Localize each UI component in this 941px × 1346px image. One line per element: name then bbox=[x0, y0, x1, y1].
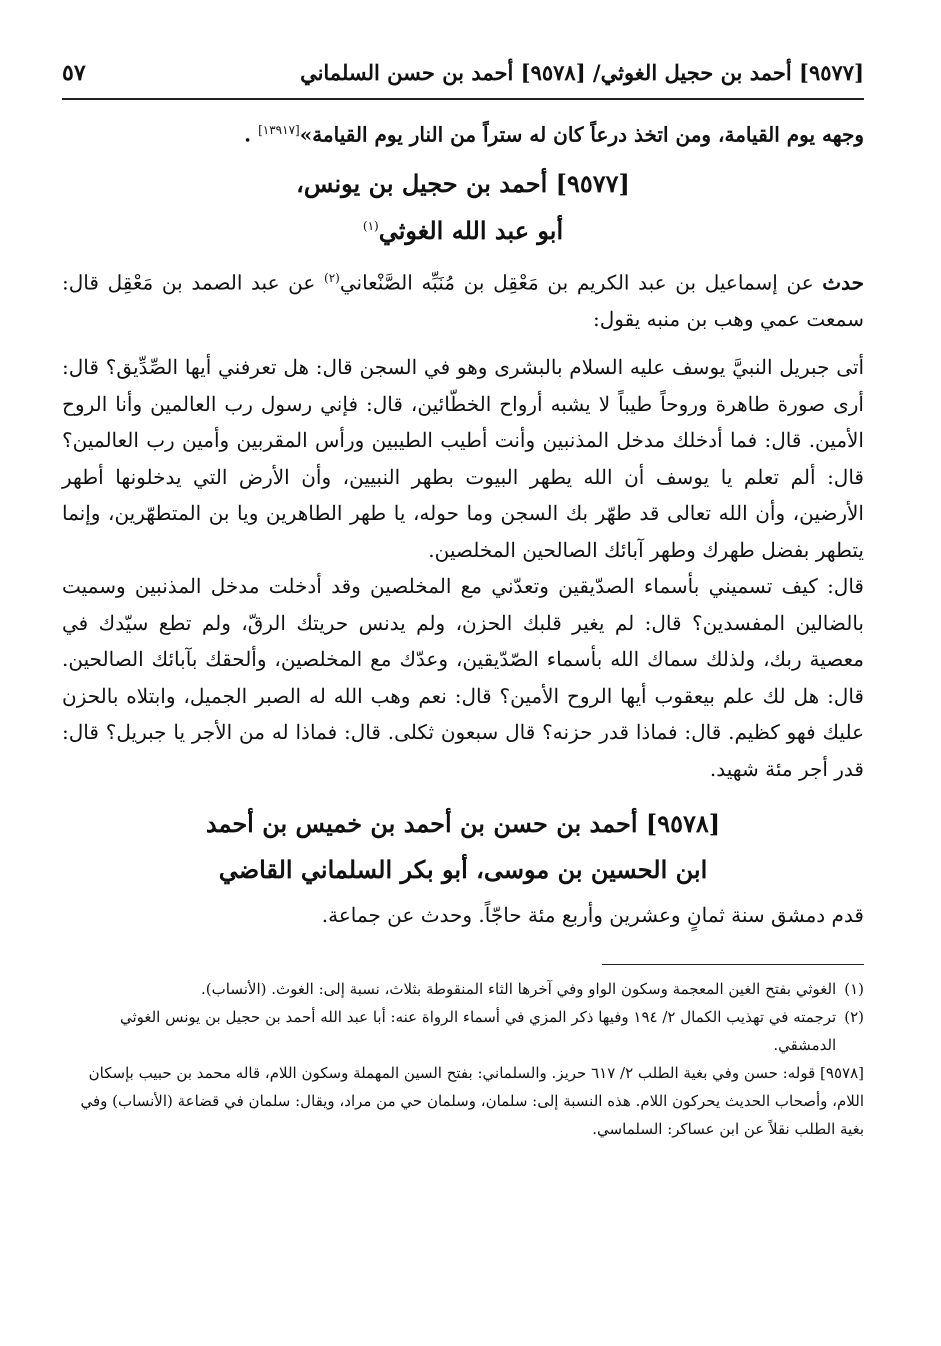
page-number: ٥٧ bbox=[62, 60, 86, 86]
entry-9577-heading bbox=[62, 163, 864, 252]
entry-9578-heading bbox=[62, 801, 864, 893]
isnad-part1: عن إسماعيل بن عبد الكريم بن مَعْقِل بن مُنَبِّه الصَّنْعاني bbox=[339, 270, 823, 295]
running-head bbox=[62, 60, 864, 96]
continuation-ref: [١٣٩١٧] bbox=[258, 123, 300, 137]
entry-9577-heading-name: أبو عبد الله الغوثي bbox=[378, 215, 564, 245]
entry-9577-heading-line1: [٩٥٧٧] أحمد بن حجيل بن يونس، bbox=[296, 168, 630, 198]
entry-9577-text-paragraph-2: قال: كيف تسميني بأسماء الصدّيقين وتعدّني مع المخلصين وقد أدخلت مدخل المذنبين وسميت بالضالين المفسدين؟ قال: لم يغير قلبك الحزن، ولم يدنس حريتك الرقّ، ولم تطع سيّدك في معصية ربك، ولذلك سماك الله بأسماء الصّدّيقين، وعدّك مع المخلصين، وألحقك بآبائك الصالحين. قال: هل لك علم بيعقوب أيها الروح الأمين؟ قال: نعم وهب الله له الصبر الجميل، وابتلاه بالحزن عليك فهو كظيم. قال: فماذا قدر حزنه؟ قال سبعون ثكلى. قال: فماذا له من الأجر يا جبريل؟ قال: قدر أجر مئة شهيد. bbox=[62, 574, 864, 781]
header-rule bbox=[62, 98, 864, 100]
footnote-ref-1: (١) bbox=[362, 218, 379, 233]
isnad-part2: عن عبد الصمد بن مَعْقِل قال: سمعت عمي وهب بن منبه يقول: bbox=[62, 270, 864, 331]
footnote-1-number: (١) bbox=[844, 979, 864, 998]
editor-note-9578: [٩٥٧٨] قوله: حسن وفي بغية الطلب ٢/ ٦١٧ حريز. والسلماني: بفتح السين المهملة وسكون اللام، قاله محمد بن حبيب بإسكان اللام، وأصحاب الحديث يحركون اللام. هذه النسبة إلى: سلمان، وسلمان حي من مراد، ويقال: سلمان في قضاعة (الأنساب) وفي بغية الطلب نقلاً عن ابن عساكر: السلماسي. bbox=[80, 1063, 864, 1138]
footnote-rule bbox=[602, 964, 864, 965]
hadath-word: حدث bbox=[822, 270, 864, 295]
page bbox=[62, 60, 864, 1143]
entry-9577-isnad bbox=[62, 260, 864, 338]
footnote-1-text: الغوثي بفتح الغين المعجمة وسكون الواو وفي آخرها الثاء المنقوطة بثلاث، نسبة إلى: الغوث. (الأنساب). bbox=[201, 979, 837, 998]
footnote-1 bbox=[62, 975, 864, 1003]
entry-9577-text-paragraph-1: أتى جبريل النبيَّ يوسف عليه السلام بالبشرى وهو في السجن قال: هل تعرفني أيها الصِّدِّيق؟ قال: أرى صورة طاهرة وروحاً طيباً لا يشبه أرواح الخطّائين، قال: فإني رسول رب العالمين وأنا الروح الأمين. قال: فما أدخلك مدخل المذنبين وأنت أطيب الطيبين ورأس المقربين وأمين رب العالمين؟ قال: ألم تعلم يا يوسف أن الله يطهر البيوت بطهر النبيين، وأن الأرض التي يدخلونها أطهر الأرضين، وأن الله تعالى قد طهّر بك السجن وما حوله، يا طهر الطاهرين ويا بن المتطهّرين، وإنما يتطهر بفضل طهرك وطهر آبائك الصالحين المخلصين. bbox=[62, 355, 864, 562]
continuation-line: وجهه يوم القيامة، ومن اتخذ درعاً كان له ستراً من النار يوم القيامة»[١٣٩١٧] . bbox=[244, 122, 864, 147]
entry-9577-heading-line2 bbox=[62, 205, 864, 252]
footnote-2 bbox=[62, 1003, 864, 1059]
entry-9578-heading-line2: ابن الحسين بن موسى، أبو بكر السلماني القاضي bbox=[218, 855, 708, 885]
footnote-ref-2: (٢) bbox=[324, 270, 340, 285]
continuation-text: وجهه يوم القيامة، ومن اتخذ درعاً كان له ستراً من النار يوم القيامة» bbox=[299, 122, 864, 147]
footnote-2-text: ترجمته في تهذيب الكمال ٢/ ١٩٤ وفيها ذكر المزي في أسماء الرواة عنه: أبا عبد الله أحمد بن حجيل بن يونس الغوثي الدمشقي. bbox=[119, 1007, 837, 1054]
running-head-title: [٩٥٧٧] أحمد بن حجيل الغوثي/ [٩٥٧٨] أحمد بن حسن السلماني bbox=[300, 60, 864, 85]
footnote-2-number: (٢) bbox=[844, 1007, 864, 1026]
entry-9578-text: قدم دمشق سنة ثمانٍ وعشرين وأربع مئة حاجّاً. وحدث عن جماعة. bbox=[321, 903, 864, 928]
entry-9578-heading-line1: [٩٥٧٨] أحمد بن حسن بن أحمد بن خميس بن أحمد bbox=[205, 809, 721, 839]
